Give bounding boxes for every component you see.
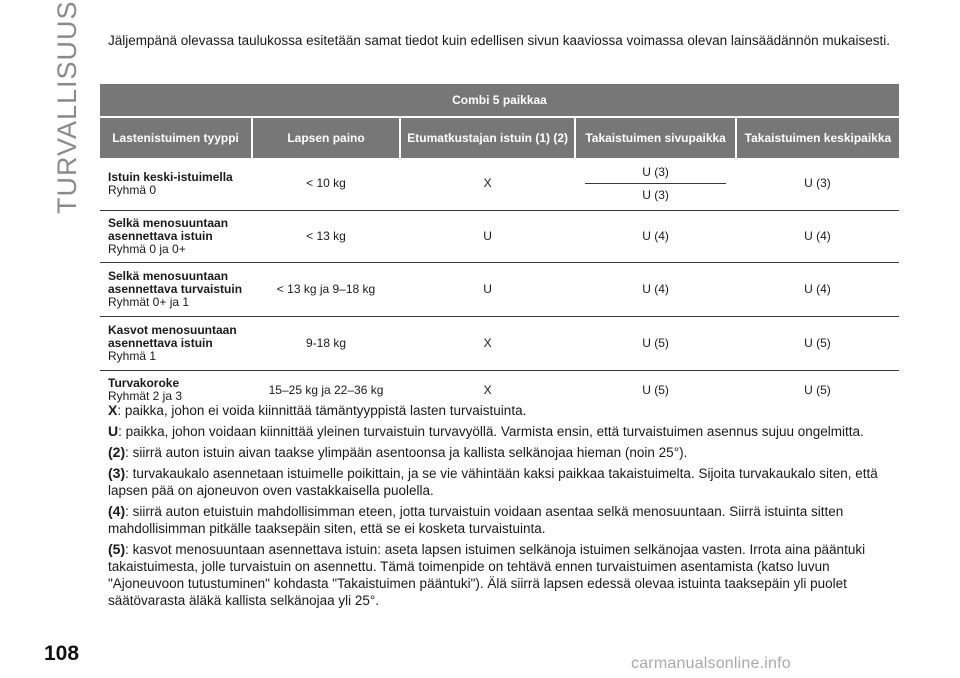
cell-rear-center: U (5) xyxy=(736,316,899,370)
seat-type-group: Ryhmät 0+ ja 1 xyxy=(108,294,190,309)
cell-rear-center: U (4) xyxy=(736,262,899,316)
note-item xyxy=(108,503,908,537)
table-row xyxy=(100,316,899,370)
cell-child-weight: 15–25 kg ja 22–36 kg xyxy=(268,382,384,397)
cell-rear-side: U (4) xyxy=(575,262,736,316)
seat-type-group: Ryhmä 0 xyxy=(108,182,157,197)
rear-side-upper-value: U (3) xyxy=(585,166,726,184)
cell-rear-side: U (4) xyxy=(575,210,736,262)
note-key: X xyxy=(108,402,118,418)
cell-front-seat: X xyxy=(400,316,575,370)
note-text: : kasvot menosuuntaan asennettava istuin: aseta lapsen istuimen selkänoja istuimen selkänojaa vasten. Irrota aina pääntuki takaistuimesta, jolle turvaistuin on asennettu. Tämä toimenpide on tehtävä ennen turvaistuimen asentamista (katso luvun "Ajoneuvoon tutustuminen" kohdasta "Takaistuimen pääntuki"). Älä siirrä lapsen edessä olevaa istuinta taaksepäin yli puolet säätövarasta äläkä kallista selkänojaa yli 25°. xyxy=(108,542,866,608)
section-title-text: TURVALLISUUS xyxy=(52,0,82,214)
note-text: : turvakaukalo asennetaan istuimelle poikittain, ja se vie vähintään kaksi paikkaa takaistuimelta. Sijoita turvakaukalo siten, että lapsen pää on ajoneuvon oven vastakkaisella puolella. xyxy=(108,466,878,498)
cell-rear-side: U (5) xyxy=(575,316,736,370)
column-header-rear-center: Takaistuimen keskipaikka xyxy=(736,117,899,158)
page-number: 108 xyxy=(44,642,80,665)
cell-seat-type xyxy=(100,316,252,370)
note-item xyxy=(108,402,908,419)
note-text: : paikka, johon voidaan kiinnittää yleinen turvaistuin turvavyöllä. Varmista ensin, että turvaistuimen asennus sujuu ongelmitta. xyxy=(118,424,864,439)
note-key: (2) xyxy=(108,444,126,460)
note-item xyxy=(108,541,908,609)
note-item xyxy=(108,423,908,440)
seat-type-group: Ryhmä 1 xyxy=(108,348,157,363)
cell-rear-center: U (4) xyxy=(736,210,899,262)
rear-side-lower-value: U (3) xyxy=(642,187,669,202)
cell-seat-type xyxy=(100,158,252,210)
cell-child-weight: < 13 kg xyxy=(252,210,400,262)
column-header-seat-type: Lastenistuimen tyyppi xyxy=(100,117,252,158)
cell-rear-side: U (5) xyxy=(642,382,669,397)
section-title-vertical xyxy=(52,0,86,214)
cell-child-weight: < 10 kg xyxy=(252,158,400,210)
table-row xyxy=(100,262,899,316)
seat-type-group: Ryhmä 0 ja 0+ xyxy=(108,241,186,256)
table-column-header-row xyxy=(100,117,899,158)
legend-notes xyxy=(108,402,908,613)
cell-front-seat: U xyxy=(400,210,575,262)
note-item xyxy=(108,465,908,499)
table-group-header-row xyxy=(100,84,899,117)
cell-rear-center: U (5) xyxy=(804,382,831,397)
seat-type-name: Selkä menosuuntaan asennettava istuin xyxy=(108,215,229,243)
note-text: : siirrä auton istuin aivan taakse ylimpään asentoonsa ja kallista selkänojaa hieman (noin 25°). xyxy=(125,445,688,460)
table-group-header: Combi 5 paikkaa xyxy=(100,84,899,117)
seat-type-group: Ryhmät 2 ja 3 xyxy=(108,389,183,404)
cell-front-seat: X xyxy=(400,158,575,210)
table-row xyxy=(100,210,899,262)
table-row xyxy=(100,158,899,210)
cell-child-weight: 9-18 kg xyxy=(252,316,400,370)
seat-type-name: Selkä menosuuntaan asennettava turvaistuin xyxy=(108,268,243,296)
cell-rear-side xyxy=(575,158,736,210)
note-key: (5) xyxy=(108,541,126,557)
cell-seat-type xyxy=(100,262,252,316)
column-header-front-seat: Etumatkustajan istuin (1) (2) xyxy=(400,117,575,158)
cell-front-seat: U xyxy=(400,262,575,316)
cell-front-seat: X xyxy=(483,382,492,397)
cell-rear-center: U (3) xyxy=(736,158,899,210)
column-header-child-weight: Lapsen paino xyxy=(252,117,400,158)
cell-child-weight: < 13 kg ja 9–18 kg xyxy=(252,262,400,316)
column-header-rear-side: Takaistuimen sivupaikka xyxy=(575,117,736,158)
seat-type-name: Turvakoroke xyxy=(108,376,180,391)
child-seat-table xyxy=(100,84,899,410)
note-item xyxy=(108,444,908,461)
note-text: : paikka, johon ei voida kiinnittää tämäntyyppistä lasten turvaistuinta. xyxy=(117,403,527,418)
intro-paragraph: Jäljempänä olevassa taulukossa esitetään samat tiedot kuin edellisen sivun kaaviossa voimassa olevan lainsäädännön mukaisesti. xyxy=(108,33,890,48)
seat-type-name: Istuin keski-istuimella xyxy=(108,169,233,184)
seat-type-name: Kasvot menosuuntaan asennettava istuin xyxy=(108,322,237,350)
watermark: carmanualsonline.info xyxy=(631,655,791,672)
note-key: (4) xyxy=(108,503,126,519)
cell-seat-type xyxy=(100,210,252,262)
note-key: (3) xyxy=(108,465,126,481)
note-text: : siirrä auton etuistuin mahdollisimman eteen, jotta turvaistuin voidaan asentaa selkä menosuuntaan. Siirrä istuinta sitten mahdollisimman pitkälle taaksepäin siten, että se ei kosketa turvaistuinta. xyxy=(108,504,844,536)
note-key: U xyxy=(108,423,119,439)
